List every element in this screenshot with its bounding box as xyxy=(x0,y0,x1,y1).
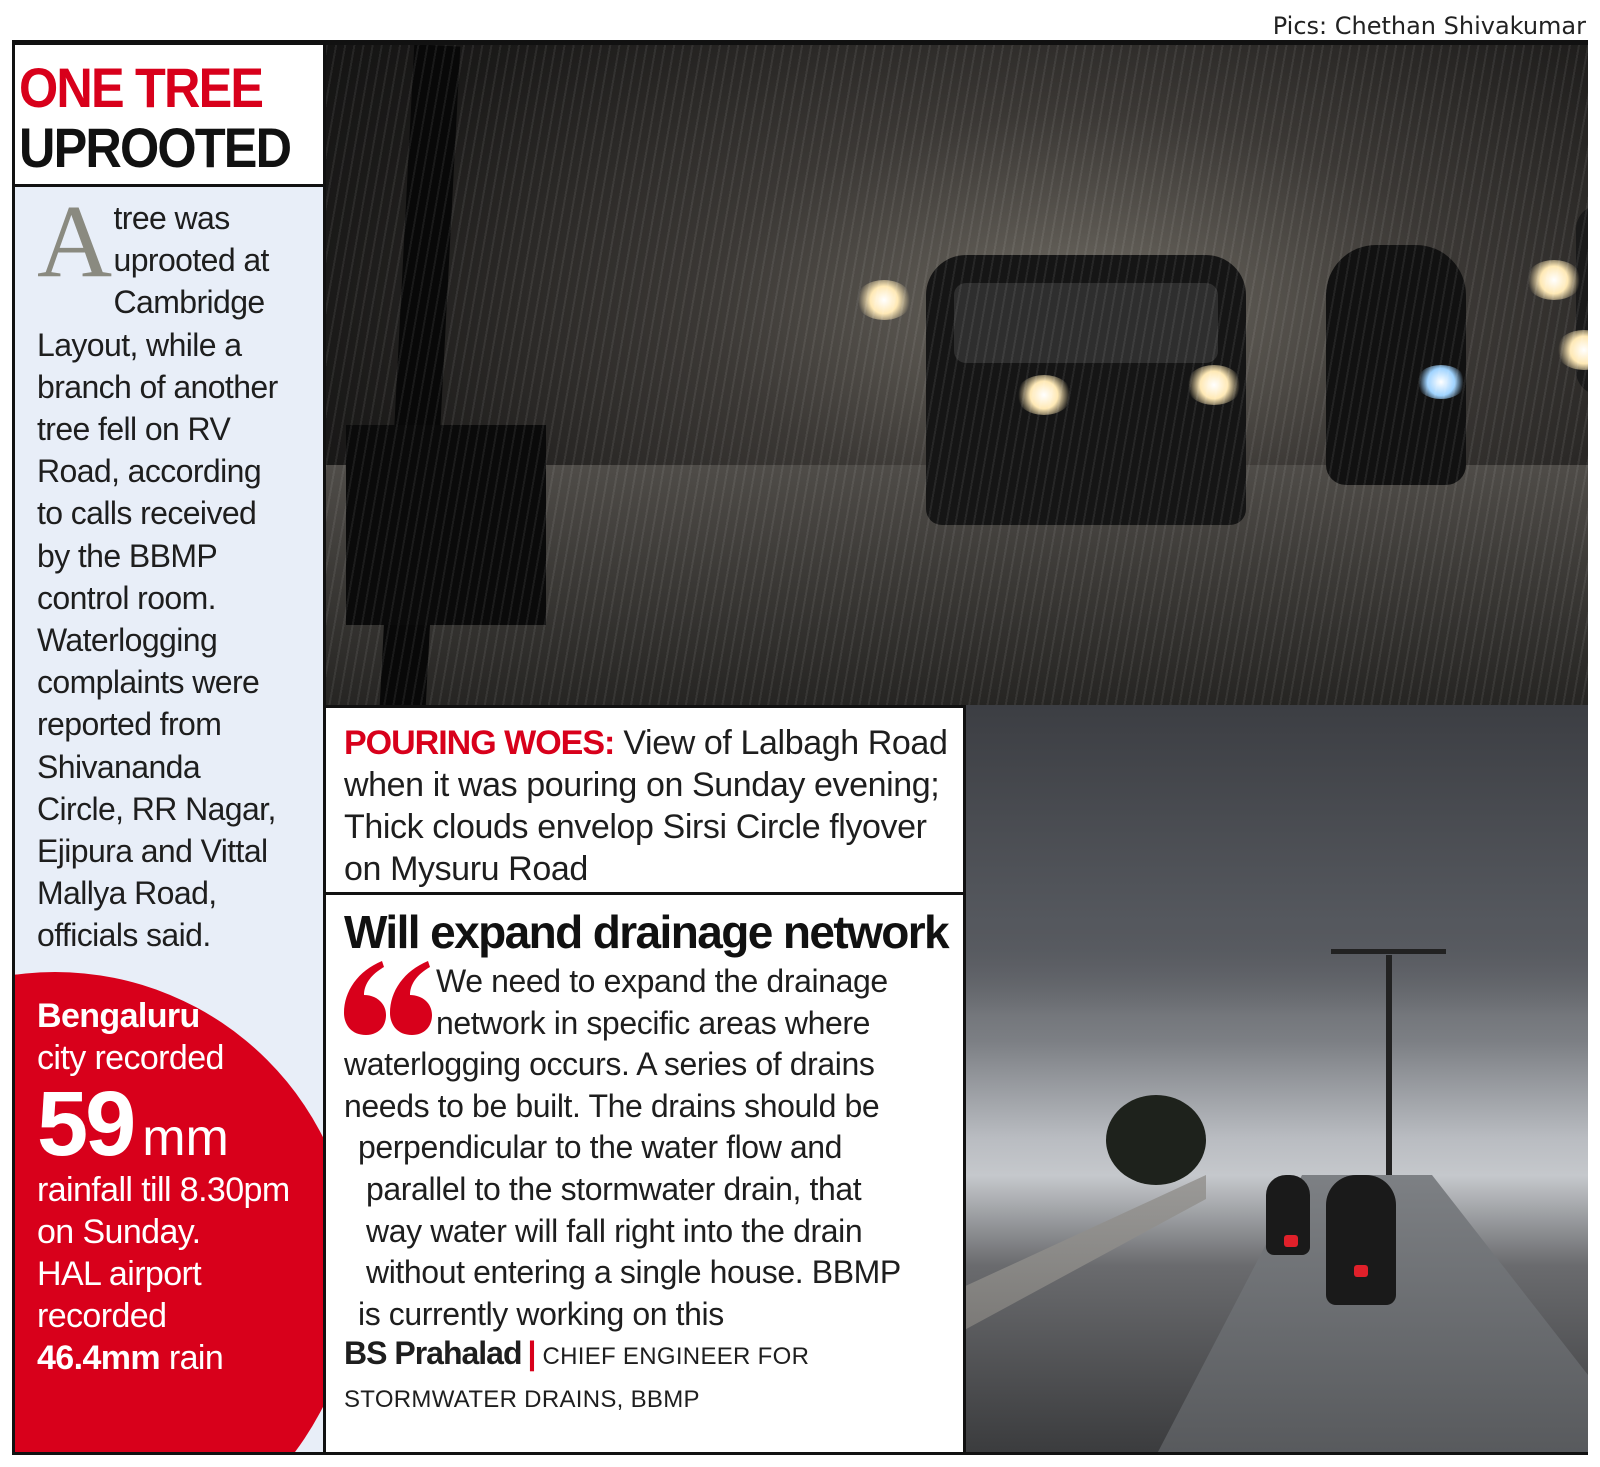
quote-line: perpendicular to the water flow and xyxy=(358,1129,843,1166)
story-line: tree fell on RV xyxy=(37,411,231,448)
story-line: Ejipura and Vittal xyxy=(37,833,268,870)
photo-rider xyxy=(1326,1175,1396,1305)
story-line: complaints were xyxy=(37,664,260,701)
headline-line-1: ONE TREE xyxy=(19,56,263,119)
story-line: branch of another xyxy=(37,368,278,405)
photo-tree xyxy=(1106,1095,1206,1185)
byline-role-line-1: CHIEF ENGINEER FOR xyxy=(542,1343,810,1370)
quote-heading: Will expand drainage network xyxy=(344,906,949,958)
quote-line: waterlogging occurs. A series of drains xyxy=(344,1046,875,1083)
photo-caption xyxy=(344,722,954,890)
story-line: Mallya Road, xyxy=(37,875,217,912)
photo-dark-clouds xyxy=(966,705,1588,1015)
quote-body xyxy=(344,961,959,1335)
story-line: Circle, RR Nagar, xyxy=(37,790,276,827)
headline-line-2: UPROOTED xyxy=(19,116,291,179)
photo-rain-streaks xyxy=(326,45,1588,705)
sidebar-body xyxy=(15,187,326,1452)
photo-lalbagh-road-rain xyxy=(326,45,1588,705)
caption-tag: POURING WOES: xyxy=(344,724,615,762)
story-line: Road, according xyxy=(37,453,262,490)
caption-text: View of Lalbagh Road when it was pouring on Sunday evening; Thick clouds envelop Sirsi Circle flyover on Mysuru Road xyxy=(344,724,948,888)
story-line: control room. xyxy=(37,579,216,616)
sidebar-story xyxy=(37,187,317,957)
byline-role-line-2: STORMWATER DRAINS, BBMP xyxy=(344,1386,700,1413)
quote-box xyxy=(326,895,966,1452)
quote-line: network in specific areas where xyxy=(436,1004,871,1041)
photo-street-lamp-arm xyxy=(1331,949,1446,954)
story-line: to calls received xyxy=(37,495,257,532)
quote-line: is currently working on this xyxy=(358,1295,724,1332)
byline-separator: | xyxy=(527,1335,537,1371)
story-line: uprooted at xyxy=(113,242,269,279)
fact-line-city: Bengaluru xyxy=(37,997,200,1035)
photo-tail-light xyxy=(1284,1235,1298,1247)
fact-hal-value: 46.4mm xyxy=(37,1339,161,1377)
photo-sirsi-circle-flyover xyxy=(966,705,1588,1452)
fact-rainfall-value: 59 xyxy=(37,1073,134,1175)
fact-rainfall-figure xyxy=(37,1073,326,1175)
story-line: by the BBMP xyxy=(37,537,218,574)
sidebar-headline xyxy=(15,45,326,187)
photo-credit: Pics: Chethan Shivakumar xyxy=(1272,12,1586,40)
fact-line-sunday: on Sunday. xyxy=(37,1213,201,1251)
photo-caption-box xyxy=(326,705,966,895)
story-line: reported from xyxy=(37,706,222,743)
quote-line: without entering a single house. BBMP xyxy=(366,1254,901,1291)
story-line: Shivananda xyxy=(37,748,201,785)
fact-line-till: rainfall till 8.30pm xyxy=(37,1171,290,1209)
story-line: officials said. xyxy=(37,917,211,954)
fact-rainfall-unit: mm xyxy=(142,1109,229,1167)
quote-line: way water will fall right into the drain xyxy=(366,1212,863,1249)
quote-byline xyxy=(344,1335,959,1414)
quote-line: parallel to the stormwater drain, that xyxy=(366,1170,862,1207)
photo-tail-light xyxy=(1354,1265,1368,1277)
story-line: Layout, while a xyxy=(37,326,242,363)
story-line: Waterlogging xyxy=(37,622,218,659)
quote-line: We need to expand the drainage xyxy=(436,963,888,999)
fact-line-recorded: city recorded xyxy=(37,1039,224,1077)
fact-line-recorded-2: recorded xyxy=(37,1297,167,1335)
fact-hal-figure xyxy=(37,1337,326,1379)
story-line: tree was xyxy=(113,200,230,236)
drop-cap: A xyxy=(37,187,112,299)
fact-line-hal: HAL airport xyxy=(37,1255,202,1293)
fact-hal-suffix: rain xyxy=(160,1339,224,1377)
byline-name: BS Prahalad xyxy=(344,1335,522,1371)
photo-flyover-railing xyxy=(966,1175,1206,1452)
rainfall-fact xyxy=(37,995,326,1379)
quote-line: needs to be built. The drains should be xyxy=(344,1087,880,1124)
story-line: Cambridge xyxy=(113,284,265,321)
